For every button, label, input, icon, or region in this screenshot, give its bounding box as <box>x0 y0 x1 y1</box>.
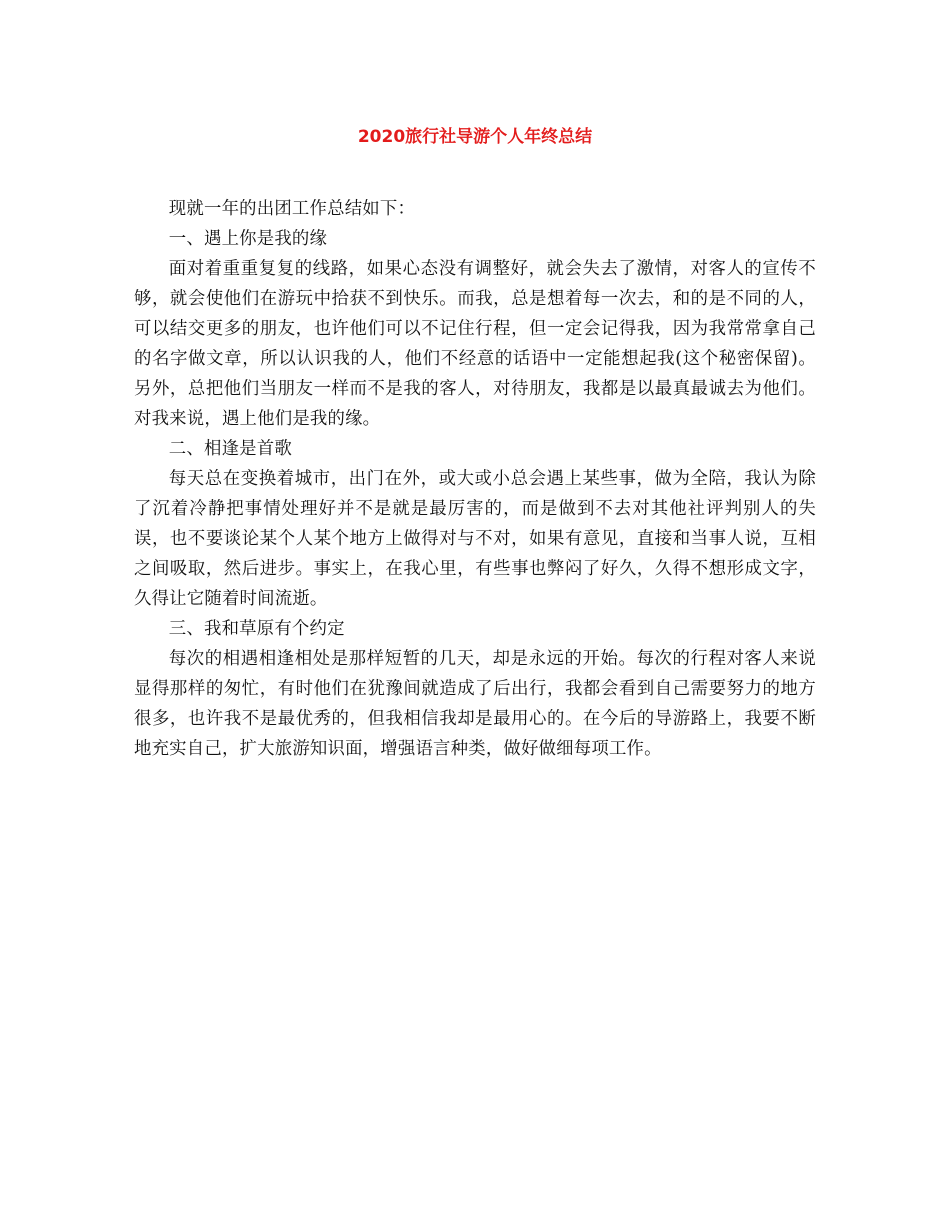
section-heading-3: 三、我和草原有个约定 <box>168 619 345 639</box>
section-heading-2: 二、相逢是首歌 <box>168 439 292 459</box>
section-heading-1: 一、遇上你是我的缘 <box>168 229 328 249</box>
section-paragraph-1: 面对着重重复复的线路，如果心态没有调整好，就会失去了激情，对客人的宣传不够，就会使他们在游玩中拾获不到快乐。而我，总是想着每一次去，和的是不同的人，可以结交更多的朋友，也许他们可以不记住行程，但一定会记得我，因为我常常拿自己的名字做文章，所以认识我的人，他们不经意的话语中一定能想起我(这个秘密保留)。另外，总把他们当朋友一样而不是我的客人，对待朋友，我都是以最真最诚去为他们。对我来说，遇上他们是我的缘。 <box>134 259 816 429</box>
document-body <box>134 194 816 764</box>
section-paragraph-3: 每次的相遇相逢相处是那样短暂的几天，却是永远的开始。每次的行程对客人来说显得那样的匆忙，有时他们在犹豫间就造成了后出行，我都会看到自己需要努力的地方很多，也许我不是最优秀的，但我相信我却是最用心的。在今后的导游路上，我要不断地充实自己，扩大旅游知识面，增强语言种类，做好做细每项工作。 <box>134 649 816 759</box>
intro-paragraph: 现就一年的出团工作总结如下： <box>168 199 416 219</box>
document-title: 2020旅行社导游个人年终总结 <box>357 127 593 147</box>
section-paragraph-2: 每天总在变换着城市，出门在外，或大或小总会遇上某些事，做为全陪，我认为除了沉着冷静把事情处理好并不是就是最厉害的，而是做到不去对其他社评判别人的失误，也不要谈论某个人某个地方上做得对与不对，如果有意见，直接和当事人说，互相之间吸取，然后进步。事实上，在我心里，有些事也弊闷了好久，久得不想形成文字，久得让它随着时间流逝。 <box>134 469 816 609</box>
